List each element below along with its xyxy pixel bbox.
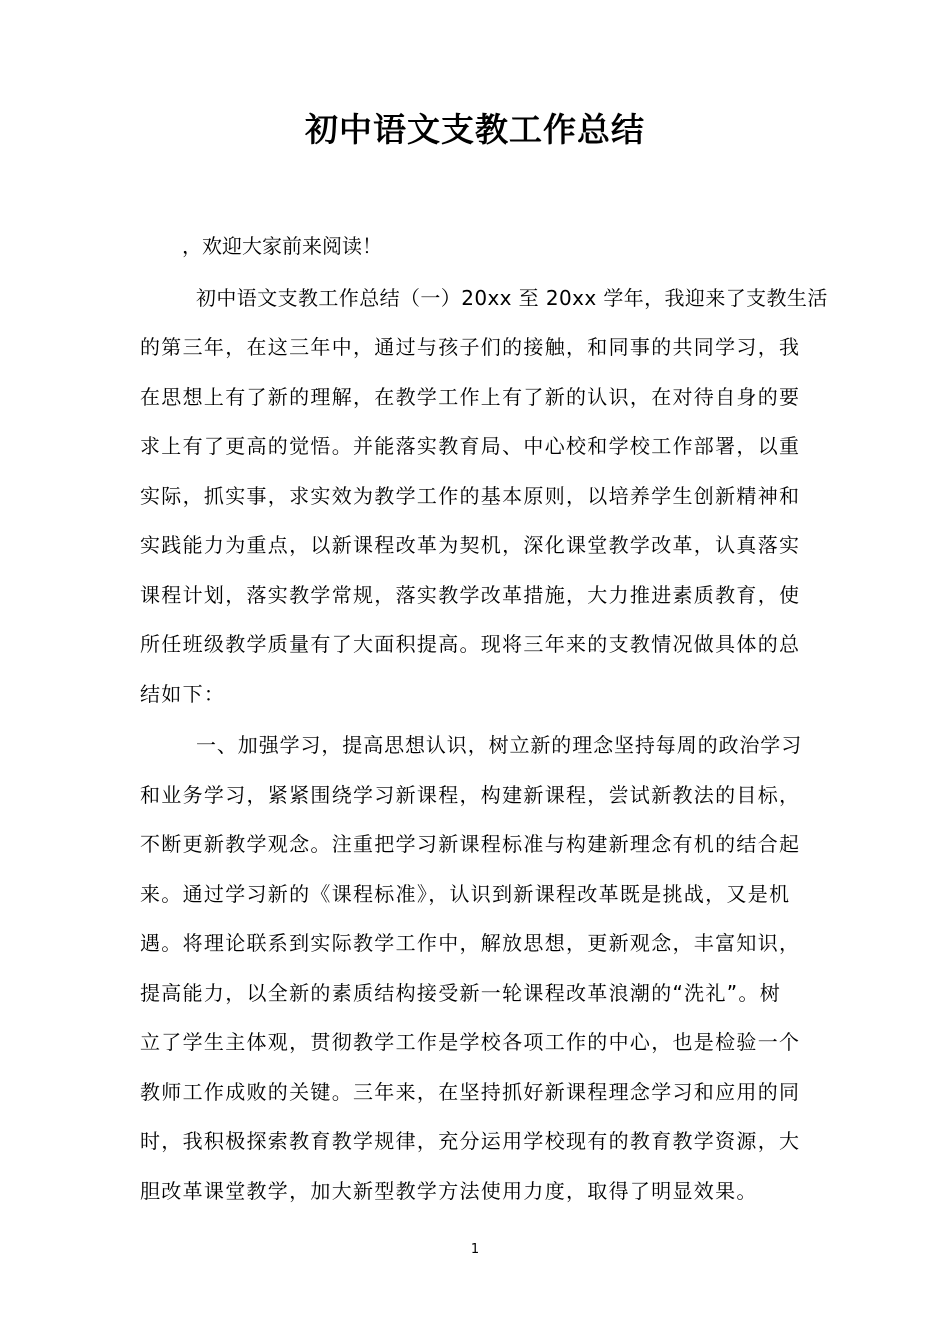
paragraph-line: 一、加强学习，提高思想认识，树立新的理念坚持每周的政治学习 xyxy=(196,733,803,757)
paragraph-line: 课程计划，落实教学常规，落实教学改革措施，大力推进素质教育，使 xyxy=(140,583,801,607)
paragraph-line: 结如下： xyxy=(140,682,226,706)
paragraph-line: 的第三年，在这三年中，通过与孩子们的接触，和同事的共同学习，我 xyxy=(140,335,801,359)
paragraph-line: 来。通过学习新的《课程标准》，认识到新课程改革既是挑战，又是机 xyxy=(140,882,791,906)
paragraph-line: 胆改革课堂教学，加大新型教学方法使用力度，取得了明显效果。 xyxy=(140,1179,758,1203)
paragraph-line: 初中语文支教工作总结（一）20xx 至 20xx 学年，我迎来了支教生活 xyxy=(196,286,828,310)
paragraph-line: 实践能力为重点，以新课程改革为契机，深化课堂教学改革，认真落实 xyxy=(140,533,801,557)
paragraph-line: 和业务学习，紧紧围绕学习新课程，构建新课程，尝试新教法的目标， xyxy=(140,783,801,807)
paragraph-line: 遇。将理论联系到实际教学工作中，解放思想，更新观念，丰富知识， xyxy=(140,931,801,955)
paragraph-line: 不断更新教学观念。注重把学习新课程标准与构建新理念有机的结合起 xyxy=(140,832,801,856)
paragraph-line: ，欢迎大家前来阅读！ xyxy=(182,234,382,258)
paragraph-line: 求上有了更高的觉悟。并能落实教育局、中心校和学校工作部署，以重 xyxy=(140,434,801,458)
page-number: 1 xyxy=(470,1242,480,1257)
paragraph-line: 所任班级教学质量有了大面积提高。现将三年来的支教情况做具体的总 xyxy=(140,632,801,656)
paragraph-line: 时，我积极探索教育教学规律，充分运用学校现有的教育教学资源，大 xyxy=(140,1129,801,1153)
paragraph-line: 提高能力，以全新的素质结构接受新一轮课程改革浪潮的“洗礼”。树 xyxy=(140,981,782,1005)
paragraph-line: 教师工作成败的关键。三年来，在坚持抓好新课程理念学习和应用的同 xyxy=(140,1080,801,1104)
paragraph-line: 实际，抓实事，求实效为教学工作的基本原则，以培养学生创新精神和 xyxy=(140,484,801,508)
document-title: 初中语文支教工作总结 xyxy=(305,110,645,149)
paragraph-line: 立了学生主体观，贯彻教学工作是学校各项工作的中心，也是检验一个 xyxy=(140,1030,801,1054)
paragraph-line: 在思想上有了新的理解，在教学工作上有了新的认识，在对待自身的要 xyxy=(140,385,801,409)
